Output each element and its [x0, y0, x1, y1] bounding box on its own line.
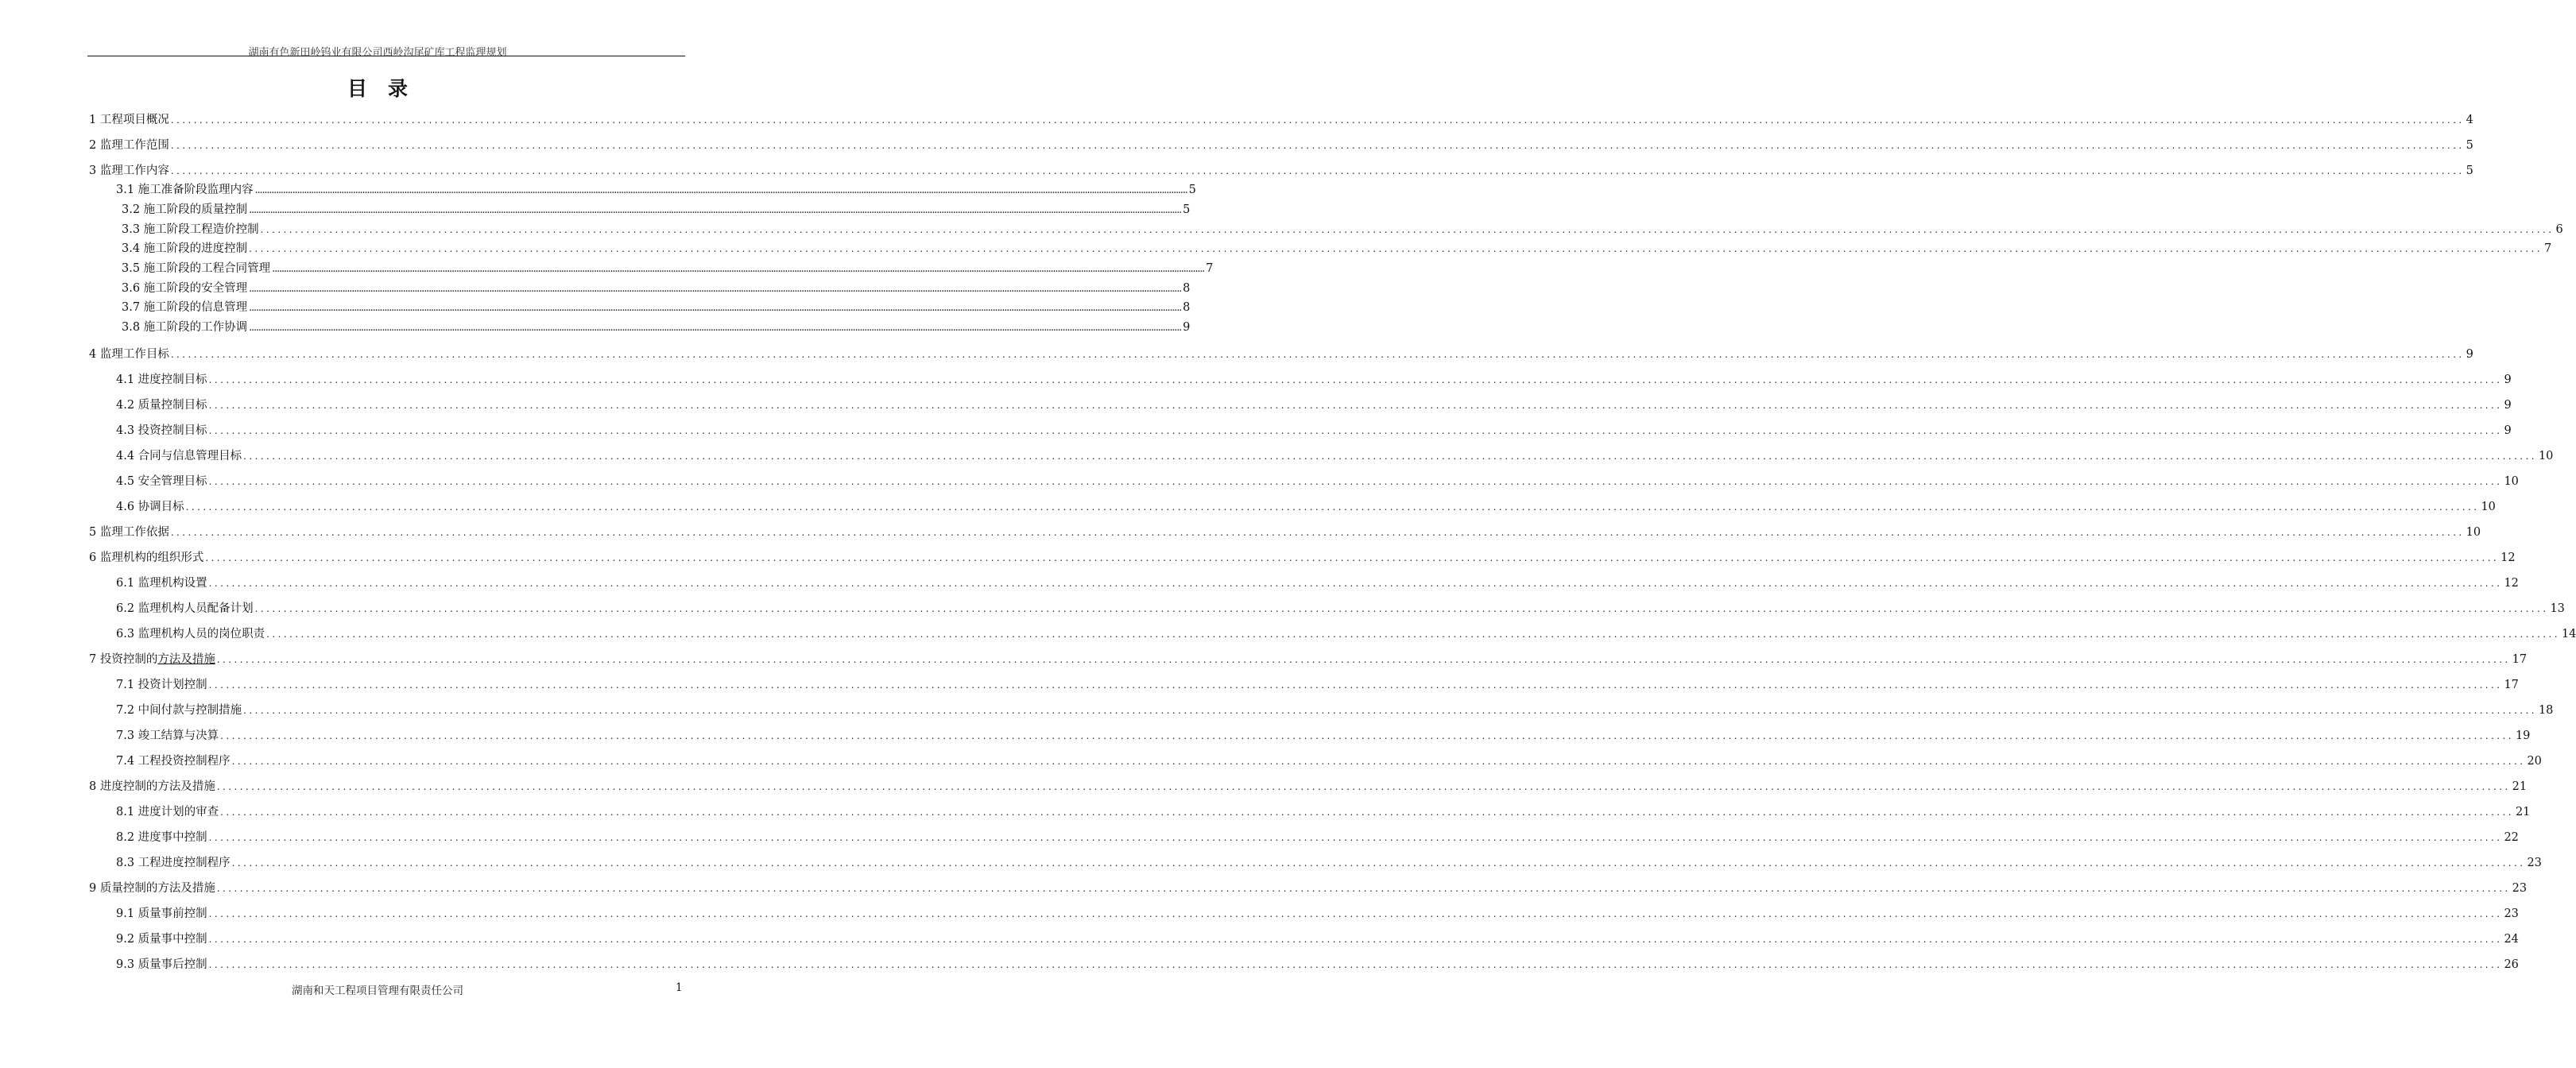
toc-page-number: 10 — [2466, 526, 2481, 539]
toc-entry-label — [89, 779, 215, 795]
toc-entry-number: 3.7 — [122, 301, 144, 314]
toc-entry-title: 监理工作内容 — [99, 164, 169, 177]
toc-leader-dots: ................................................................................................................................................................................................................................................................................................................................................................................................................ — [170, 114, 2465, 126]
toc-entry-7-2[interactable] — [116, 702, 2554, 718]
toc-entry-title: 施工阶段的工作协调 — [143, 321, 248, 334]
toc-entry-label — [122, 202, 247, 218]
toc-entry-number: 8.1 — [116, 806, 138, 818]
toc-page-number: 8 — [1183, 301, 1191, 314]
toc-entry-8-3[interactable] — [116, 855, 2542, 871]
toc-entry-number: 6.3 — [116, 628, 138, 640]
toc-entry-label — [116, 448, 242, 464]
toc-entry-number: 3 — [89, 164, 100, 177]
toc-leader-dots: ................................................................................................................................................................................................................................................................................................................................................................................................................ — [170, 140, 2465, 151]
toc-entry-label — [89, 652, 215, 668]
toc-entry-7-3[interactable] — [116, 728, 2531, 744]
toc-entry-7-1[interactable] — [116, 677, 2519, 693]
toc-entry-label — [116, 677, 207, 693]
toc-leader-dots: ................................................................................................................................................................................................................................................................................................................................................................................................................ — [249, 302, 1182, 314]
toc-entry-4-3[interactable] — [116, 423, 2512, 439]
toc-entry-number: 3.2 — [122, 203, 144, 216]
toc-entry-number: 9.2 — [116, 933, 138, 946]
toc-entry-title: 施工阶段的安全管理 — [143, 282, 248, 295]
toc-leader-dots: ................................................................................................................................................................................................................................................................................................................................................................................................................ — [260, 224, 2555, 235]
toc-entry-number: 6 — [89, 551, 100, 564]
toc-entry-number: 7.4 — [116, 755, 138, 768]
toc-page-number: 22 — [2504, 831, 2519, 844]
toc-entry-number: 5 — [89, 526, 100, 539]
toc-entry-number: 3.5 — [122, 262, 144, 275]
toc-entry-title: 工程项目概况 — [99, 114, 169, 126]
toc-entry-title: 施工准备阶段监理内容 — [138, 184, 254, 196]
toc-entry-title: 监理机构设置 — [138, 577, 207, 590]
toc-entry-title: 协调目标 — [138, 501, 184, 513]
toc-entry-number: 9 — [89, 882, 100, 895]
toc-entry-label — [116, 474, 207, 489]
toc-leader-dots: ................................................................................................................................................................................................................................................................................................................................................................................................................ — [170, 349, 2465, 360]
toc-leader-dots: ................................................................................................................................................................................................................................................................................................................................................................................................................ — [243, 705, 2537, 716]
toc-entry-3-2[interactable] — [122, 202, 1191, 218]
toc-leader-dots: ................................................................................................................................................................................................................................................................................................................................................................................................................ — [208, 934, 2503, 945]
toc-entry-6[interactable] — [89, 550, 2516, 566]
toc-page-number: 10 — [2538, 450, 2554, 462]
toc-entry-title: 进度事中控制 — [138, 831, 207, 844]
toc-entry-label — [89, 163, 169, 179]
toc-leader-dots: ................................................................................................................................................................................................................................................................................................................................................................................................................ — [208, 400, 2503, 411]
toc-entry-title: 施工阶段工程造价控制 — [143, 223, 259, 236]
toc-entry-label — [116, 575, 207, 591]
toc-entry-number: 3.4 — [122, 242, 144, 255]
page-title: 目录 — [347, 77, 428, 100]
toc-leader-dots: ................................................................................................................................................................................................................................................................................................................................................................................................................ — [272, 263, 1205, 275]
toc-entry-title: 质量控制目标 — [138, 399, 207, 412]
toc-entry-9-1[interactable] — [116, 906, 2519, 922]
toc-page-number: 5 — [1188, 184, 1196, 196]
toc-entry-label — [122, 222, 259, 238]
toc-entry-label — [116, 957, 207, 973]
toc-entry-3-7[interactable] — [122, 300, 1191, 315]
toc-entry-number: 4 — [89, 348, 100, 361]
toc-entry-7[interactable] — [89, 652, 2528, 668]
toc-page-number: 9 — [2504, 373, 2512, 386]
toc-entry-1[interactable] — [89, 112, 2473, 128]
toc-page-number: 21 — [2515, 806, 2531, 818]
toc-entry-3-5[interactable] — [122, 261, 1214, 277]
toc-leader-dots: ................................................................................................................................................................................................................................................................................................................................................................................................................ — [170, 527, 2465, 538]
toc-entry-title: 工程投资控制程序 — [138, 755, 230, 768]
toc-page-number: 9 — [2504, 399, 2512, 412]
toc-entry-3-1[interactable] — [116, 182, 1196, 198]
toc-page-number: 6 — [2555, 223, 2563, 236]
toc-entry-3-8[interactable] — [122, 319, 1191, 335]
toc-leader-dots: ................................................................................................................................................................................................................................................................................................................................................................................................................ — [208, 374, 2503, 385]
toc-entry-title: 中间付款与控制措施 — [138, 704, 242, 717]
toc-entry-title: 投资计划控制 — [138, 679, 207, 691]
toc-entry-4[interactable] — [89, 346, 2473, 362]
toc-page-number: 7 — [1206, 262, 1214, 275]
toc-leader-dots: ................................................................................................................................................................................................................................................................................................................................................................................................................ — [249, 204, 1182, 216]
toc-entry-title: 安全管理目标 — [138, 475, 207, 488]
toc-entry-title: 监理机构人员配备计划 — [138, 602, 254, 615]
toc-leader-dots: ................................................................................................................................................................................................................................................................................................................................................................................................................ — [249, 283, 1182, 295]
toc-entry-label — [116, 855, 230, 871]
toc-leader-dots: ................................................................................................................................................................................................................................................................................................................................................................................................................ — [208, 476, 2503, 487]
toc-entry-number: 4.5 — [116, 475, 138, 488]
toc-page-number: 5 — [1183, 203, 1191, 216]
toc-page-number: 23 — [2512, 882, 2528, 895]
toc-entry-number: 4.3 — [116, 424, 138, 437]
toc-entry-number: 4.4 — [116, 450, 138, 462]
toc-entry-label — [89, 112, 169, 128]
toc-entry-title: 施工阶段的进度控制 — [143, 242, 248, 255]
toc-entry-label — [89, 524, 169, 540]
toc-leader-dots: ................................................................................................................................................................................................................................................................................................................................................................................................................ — [208, 679, 2503, 691]
toc-page-number: 9 — [2504, 424, 2512, 437]
toc-leader-dots: ................................................................................................................................................................................................................................................................................................................................................................................................................ — [231, 756, 2526, 767]
toc-page-number: 17 — [2504, 679, 2519, 691]
toc-entry-title: 监理工作目标 — [99, 348, 169, 361]
toc-entry-label — [89, 550, 203, 566]
toc-entry-label — [89, 880, 215, 896]
toc-entry-label — [116, 728, 219, 744]
toc-leader-dots: ................................................................................................................................................................................................................................................................................................................................................................................................................ — [266, 629, 2560, 640]
toc-entry-title: 监理机构的组织形式 — [99, 551, 204, 564]
toc-entry-number: 9.3 — [116, 958, 138, 971]
toc-entry-label — [116, 372, 207, 388]
toc-page-number: 5 — [2466, 139, 2473, 152]
toc-page-number: 5 — [2466, 164, 2473, 177]
toc-leader-dots: ................................................................................................................................................................................................................................................................................................................................................................................................................ — [254, 184, 1187, 196]
toc-entry-9[interactable] — [89, 880, 2528, 896]
toc-entry-8-1[interactable] — [116, 804, 2531, 820]
toc-entry-title-underlined: 方法及措施 — [157, 653, 215, 666]
toc-entry-title: 竣工结算与决算 — [138, 729, 219, 742]
toc-entry-label — [116, 906, 207, 922]
toc-entry-3-6[interactable] — [122, 281, 1191, 296]
toc-entry-label — [116, 753, 230, 769]
toc-entry-label — [116, 397, 207, 413]
toc-entry-number: 7.1 — [116, 679, 138, 691]
toc-entry-8[interactable] — [89, 779, 2528, 795]
toc-page-number: 4 — [2466, 114, 2473, 126]
toc-entry-title: 投资控制的 — [99, 653, 158, 666]
toc-page-number: 7 — [2543, 242, 2552, 255]
toc-entry-number: 2 — [89, 139, 100, 152]
toc-leader-dots: ................................................................................................................................................................................................................................................................................................................................................................................................................ — [185, 501, 2480, 513]
toc-leader-dots: ................................................................................................................................................................................................................................................................................................................................................................................................................ — [208, 908, 2503, 919]
toc-entry-label — [122, 281, 247, 296]
toc-leader-dots: ................................................................................................................................................................................................................................................................................................................................................................................................................ — [231, 857, 2526, 869]
toc-entry-3-3[interactable] — [122, 222, 2563, 238]
toc-entry-label — [116, 601, 254, 617]
toc-leader-dots: ................................................................................................................................................................................................................................................................................................................................................................................................................ — [220, 807, 2514, 818]
toc-page-number: 18 — [2538, 704, 2554, 717]
toc-leader-dots: ................................................................................................................................................................................................................................................................................................................................................................................................................ — [208, 425, 2503, 436]
toc-leader-dots: ................................................................................................................................................................................................................................................................................................................................................................................................................ — [249, 243, 2543, 254]
toc-entry-number: 6.2 — [116, 602, 138, 615]
toc-entry-6-3[interactable] — [116, 626, 2576, 642]
toc-entry-title: 质量控制的方法及措施 — [99, 882, 215, 895]
toc-entry-number: 8.3 — [116, 857, 138, 869]
toc-entry-number: 4.1 — [116, 373, 138, 386]
toc-page-number: 19 — [2515, 729, 2531, 742]
toc-leader-dots: ................................................................................................................................................................................................................................................................................................................................................................................................................ — [205, 552, 2500, 563]
toc-leader-dots: ................................................................................................................................................................................................................................................................................................................................................................................................................ — [216, 654, 2511, 665]
toc-page-number: 12 — [2504, 577, 2519, 590]
toc-leader-dots: ................................................................................................................................................................................................................................................................................................................................................................................................................ — [208, 832, 2503, 843]
toc-entry-9-2[interactable] — [116, 931, 2519, 947]
toc-leader-dots: ................................................................................................................................................................................................................................................................................................................................................................................................................ — [170, 165, 2465, 176]
toc-entry-6-2[interactable] — [116, 601, 2565, 617]
toc-entry-title: 投资控制目标 — [138, 424, 207, 437]
toc-entry-7-4[interactable] — [116, 753, 2542, 769]
toc-page-number: 10 — [2504, 475, 2519, 488]
toc-entry-title: 合同与信息管理目标 — [138, 450, 242, 462]
toc-entry-4-6[interactable] — [116, 499, 2496, 515]
page-number: 1 — [676, 981, 683, 994]
toc-entry-number: 6.1 — [116, 577, 138, 590]
toc-entry-label — [122, 319, 247, 335]
toc-leader-dots: ................................................................................................................................................................................................................................................................................................................................................................................................................ — [254, 603, 2549, 614]
footer-company: 湖南和天工程项目管理有限责任公司 — [292, 985, 463, 997]
toc-leader-dots: ................................................................................................................................................................................................................................................................................................................................................................................................................ — [243, 451, 2537, 462]
toc-entry-number: 8 — [89, 780, 100, 793]
toc-entry-title: 工程进度控制程序 — [138, 857, 230, 869]
toc-entry-label — [89, 137, 169, 153]
toc-entry-4-1[interactable] — [116, 372, 2512, 388]
toc-entry-title: 监理工作范围 — [99, 139, 169, 152]
toc-leader-dots: ................................................................................................................................................................................................................................................................................................................................................................................................................ — [220, 730, 2514, 741]
toc-entry-title: 质量事前控制 — [138, 907, 207, 920]
toc-entry-title: 施工阶段的质量控制 — [143, 203, 248, 216]
toc-entry-title: 施工阶段的信息管理 — [143, 301, 248, 314]
toc-page-number: 17 — [2512, 653, 2528, 666]
toc-leader-dots: ................................................................................................................................................................................................................................................................................................................................................................................................................ — [208, 959, 2503, 970]
toc-page-number: 9 — [2466, 348, 2473, 361]
toc-entry-title: 监理机构人员的岗位职责 — [138, 628, 265, 640]
toc-entry-label — [116, 702, 242, 718]
toc-entry-label — [122, 261, 270, 277]
toc-entry-number: 1 — [89, 114, 100, 126]
toc-entry-label — [116, 804, 219, 820]
toc-entry-label — [116, 499, 184, 515]
toc-entry-2[interactable] — [89, 137, 2473, 153]
toc-page-number: 24 — [2504, 933, 2519, 946]
toc-entry-8-2[interactable] — [116, 830, 2519, 846]
toc-entry-3-4[interactable] — [122, 241, 2552, 257]
toc-entry-title: 进度控制目标 — [138, 373, 207, 386]
toc-entry-title: 进度计划的审查 — [138, 806, 219, 818]
toc-page-number: 8 — [1183, 282, 1191, 295]
toc-entry-6-1[interactable] — [116, 575, 2519, 591]
toc-entry-label — [116, 830, 207, 846]
toc-entry-label — [116, 182, 254, 198]
toc-entry-title: 进度控制的方法及措施 — [99, 780, 215, 793]
toc-entry-label — [122, 241, 247, 257]
toc-entry-5[interactable] — [89, 524, 2481, 540]
toc-entry-9-3[interactable] — [116, 957, 2519, 973]
toc-page-number: 12 — [2500, 551, 2516, 564]
toc-entry-number: 7.2 — [116, 704, 138, 717]
toc-entry-label — [116, 423, 207, 439]
toc-entry-number: 7 — [89, 653, 100, 666]
toc-entry-label — [89, 346, 169, 362]
toc-leader-dots: ................................................................................................................................................................................................................................................................................................................................................................................................................ — [216, 781, 2511, 792]
toc-page-number: 13 — [2550, 602, 2565, 615]
toc-page-number: 14 — [2561, 628, 2576, 640]
toc-entry-number: 8.2 — [116, 831, 138, 844]
toc-page-number: 21 — [2512, 780, 2528, 793]
toc-page-number: 10 — [2481, 501, 2496, 513]
toc-leader-dots: ................................................................................................................................................................................................................................................................................................................................................................................................................ — [208, 578, 2503, 589]
toc-entry-number: 9.1 — [116, 907, 138, 920]
toc-entry-number: 4.6 — [116, 501, 138, 513]
toc-entry-number: 3.8 — [122, 321, 144, 334]
toc-entry-number: 4.2 — [116, 399, 138, 412]
header-title: 湖南有色新田岭钨业有限公司西岭沟尾矿库工程监理规划 — [248, 47, 507, 59]
toc-entry-number: 3.3 — [122, 223, 144, 236]
toc-leader-dots: ................................................................................................................................................................................................................................................................................................................................................................................................................ — [216, 883, 2511, 894]
toc-entry-3[interactable] — [89, 163, 2473, 179]
toc-entry-4-5[interactable] — [116, 474, 2519, 489]
toc-page-number: 23 — [2527, 857, 2542, 869]
toc-page-number: 9 — [1183, 321, 1191, 334]
toc-entry-label — [122, 300, 247, 315]
toc-entry-number: 3.6 — [122, 282, 144, 295]
toc-entry-4-4[interactable] — [116, 448, 2554, 464]
toc-entry-title: 质量事中控制 — [138, 933, 207, 946]
toc-leader-dots: ................................................................................................................................................................................................................................................................................................................................................................................................................ — [249, 322, 1182, 334]
toc-entry-title: 施工阶段的工程合同管理 — [143, 262, 271, 275]
toc-entry-number: 3.1 — [116, 184, 138, 196]
toc-page-number: 26 — [2504, 958, 2519, 971]
toc-entry-title: 质量事后控制 — [138, 958, 207, 971]
toc-entry-number: 7.3 — [116, 729, 138, 742]
toc-entry-label — [116, 626, 265, 642]
toc-page-number: 23 — [2504, 907, 2519, 920]
toc-entry-label — [116, 931, 207, 947]
toc-entry-4-2[interactable] — [116, 397, 2512, 413]
toc-page-number: 20 — [2527, 755, 2542, 768]
toc-entry-title: 监理工作依据 — [99, 526, 169, 539]
